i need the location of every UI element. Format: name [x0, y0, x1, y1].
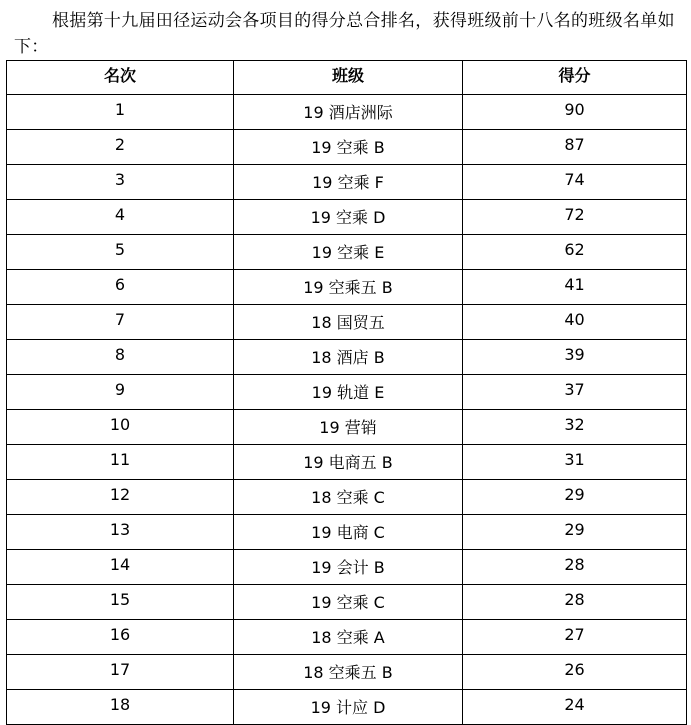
score-cell: 24: [463, 690, 687, 725]
rank-cell: 15: [7, 585, 234, 620]
score-cell: 39: [463, 340, 687, 375]
score-cell: 27: [463, 620, 687, 655]
table-row: [7, 655, 687, 690]
rank-cell: 8: [7, 340, 234, 375]
rank-cell: 10: [7, 410, 234, 445]
score-cell: 74: [463, 165, 687, 200]
class-cell: 18 酒店 B: [234, 340, 463, 375]
table-row: [7, 620, 687, 655]
rank-cell: 17: [7, 655, 234, 690]
table-row: [7, 690, 687, 725]
ranking-table: [6, 60, 687, 725]
score-cell: 40: [463, 305, 687, 340]
table-row: [7, 235, 687, 270]
score-cell: 72: [463, 200, 687, 235]
class-cell: 19 电商五 B: [234, 445, 463, 480]
class-cell: 19 空乘 C: [234, 585, 463, 620]
class-cell: 19 电商 C: [234, 515, 463, 550]
rank-cell: 2: [7, 130, 234, 165]
rank-cell: 18: [7, 690, 234, 725]
class-cell: 19 空乘五 B: [234, 270, 463, 305]
table-row: [7, 445, 687, 480]
rank-cell: 16: [7, 620, 234, 655]
intro-paragraph: 根据第十九届田径运动会各项目的得分总合排名，获得班级前十八名的班级名单如下：: [14, 11, 675, 57]
class-cell: 19 酒店洲际: [234, 95, 463, 130]
table-row: [7, 480, 687, 515]
table-row: [7, 375, 687, 410]
class-cell: 19 会计 B: [234, 550, 463, 585]
score-cell: 29: [463, 515, 687, 550]
score-cell: 90: [463, 95, 687, 130]
class-cell: 19 空乘 F: [234, 165, 463, 200]
table-row: [7, 200, 687, 235]
class-cell: 19 轨道 E: [234, 375, 463, 410]
table-row: [7, 410, 687, 445]
rank-cell: 6: [7, 270, 234, 305]
class-cell: 19 空乘 E: [234, 235, 463, 270]
rank-cell: 14: [7, 550, 234, 585]
score-cell: 26: [463, 655, 687, 690]
table-row: [7, 305, 687, 340]
score-cell: 32: [463, 410, 687, 445]
rank-cell: 4: [7, 200, 234, 235]
rank-cell: 5: [7, 235, 234, 270]
header-rank: 名次: [7, 61, 234, 95]
class-cell: 18 国贸五: [234, 305, 463, 340]
table-row: [7, 95, 687, 130]
table-row: [7, 550, 687, 585]
score-cell: 31: [463, 445, 687, 480]
table-row: [7, 130, 687, 165]
rank-cell: 9: [7, 375, 234, 410]
table-row: [7, 165, 687, 200]
rank-cell: 3: [7, 165, 234, 200]
score-cell: 87: [463, 130, 687, 165]
score-cell: 28: [463, 550, 687, 585]
score-cell: 28: [463, 585, 687, 620]
rank-cell: 12: [7, 480, 234, 515]
class-cell: 19 空乘 B: [234, 130, 463, 165]
table-row: [7, 515, 687, 550]
header-score: 得分: [463, 61, 687, 95]
table-header-row: [7, 61, 687, 95]
table-row: [7, 270, 687, 305]
score-cell: 41: [463, 270, 687, 305]
header-class: 班级: [234, 61, 463, 95]
rank-cell: 11: [7, 445, 234, 480]
table-row: [7, 585, 687, 620]
class-cell: 18 空乘 A: [234, 620, 463, 655]
score-cell: 62: [463, 235, 687, 270]
rank-cell: 7: [7, 305, 234, 340]
ranking-table-body: [7, 95, 687, 725]
score-cell: 37: [463, 375, 687, 410]
class-cell: 19 营销: [234, 410, 463, 445]
table-row: [7, 340, 687, 375]
class-cell: 18 空乘 C: [234, 480, 463, 515]
rank-cell: 1: [7, 95, 234, 130]
score-cell: 29: [463, 480, 687, 515]
class-cell: 19 空乘 D: [234, 200, 463, 235]
rank-cell: 13: [7, 515, 234, 550]
class-cell: 18 空乘五 B: [234, 655, 463, 690]
class-cell: 19 计应 D: [234, 690, 463, 725]
